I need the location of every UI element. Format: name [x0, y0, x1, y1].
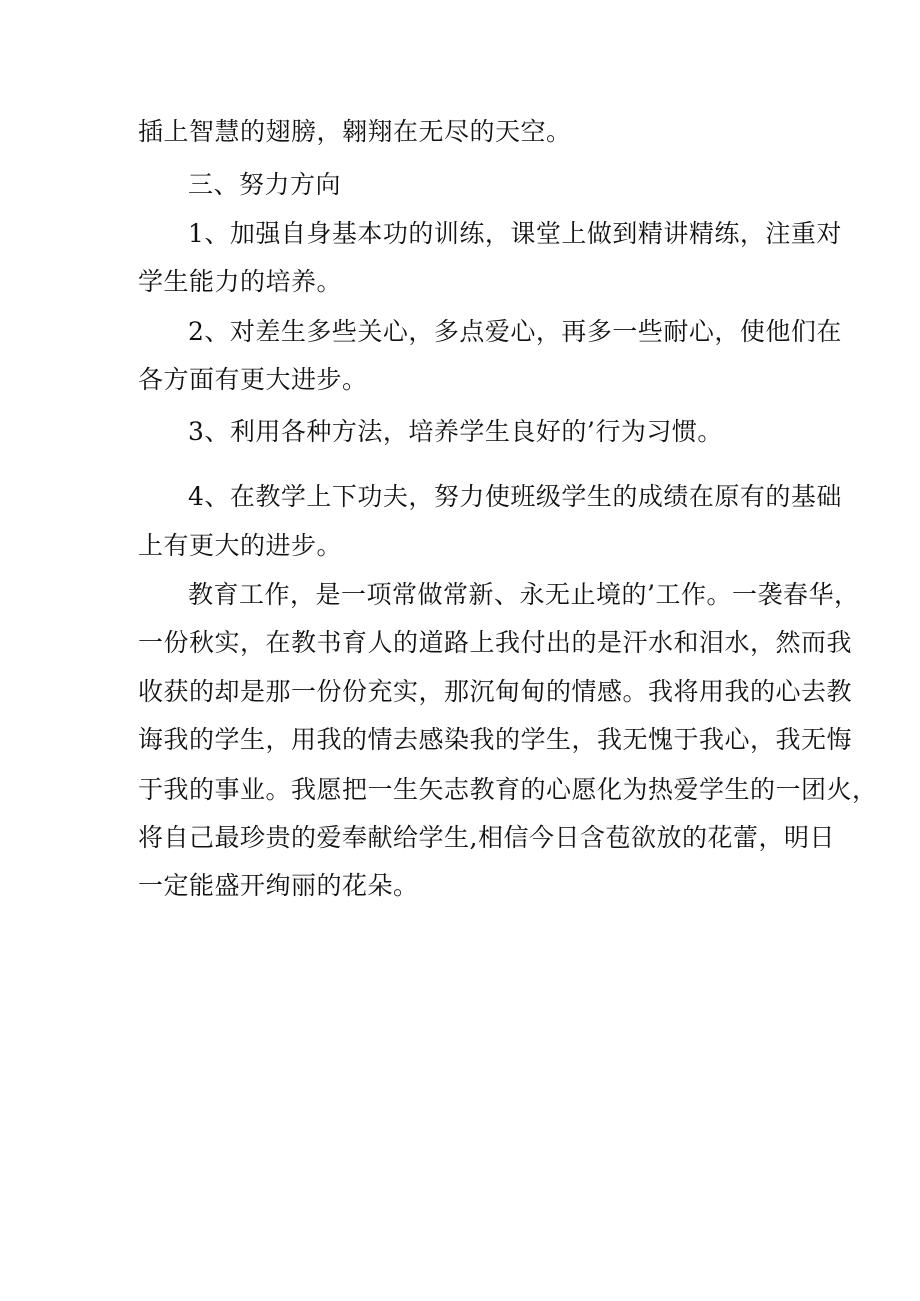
closing-paragraph-line: 一定能盛开绚丽的花朵。 [138, 871, 419, 900]
text-line: 插上智慧的翅膀，翱翔在无尽的天空。 [138, 117, 572, 146]
list-item-2-line-1: 2、对差生多些关心，多点爱心，再多一些耐心，使他们在 [188, 317, 842, 346]
list-item-4-line-1: 4、在教学上下功夫，努力使班级学生的成绩在原有的基础 [188, 482, 842, 511]
section-heading: 三、努力方向 [188, 170, 342, 199]
closing-paragraph-line: 于我的事业。我愿把一生矢志教育的心愿化为热爱学生的一团火， [138, 775, 878, 804]
list-item-1-line-1: 1、加强自身基本功的训练，课堂上做到精讲精练，注重对 [188, 219, 842, 248]
closing-paragraph-line: 将自己最珍贵的爱奉献给学生,相信今日含苞欲放的花蕾，明日 [138, 823, 835, 852]
list-item-1-line-2: 学生能力的培养。 [138, 267, 343, 296]
closing-paragraph-line: 诲我的学生，用我的情去感染我的学生，我无愧于我心，我无悔 [138, 725, 853, 754]
closing-paragraph-line: 教育工作，是一项常做常新、永无止境的’工作。一袭春华， [188, 580, 860, 609]
list-item-2-line-2: 各方面有更大进步。 [138, 365, 368, 394]
list-item-3: 3、利用各种方法，培养学生良好的’行为习惯。 [188, 417, 723, 446]
closing-paragraph-line: 收获的却是那一份份充实，那沉甸甸的情感。我将用我的心去教 [138, 677, 853, 706]
closing-paragraph-line: 一份秋实，在教书育人的道路上我付出的是汗水和泪水，然而我 [138, 628, 853, 657]
list-item-4-line-2: 上有更大的进步。 [138, 531, 343, 560]
